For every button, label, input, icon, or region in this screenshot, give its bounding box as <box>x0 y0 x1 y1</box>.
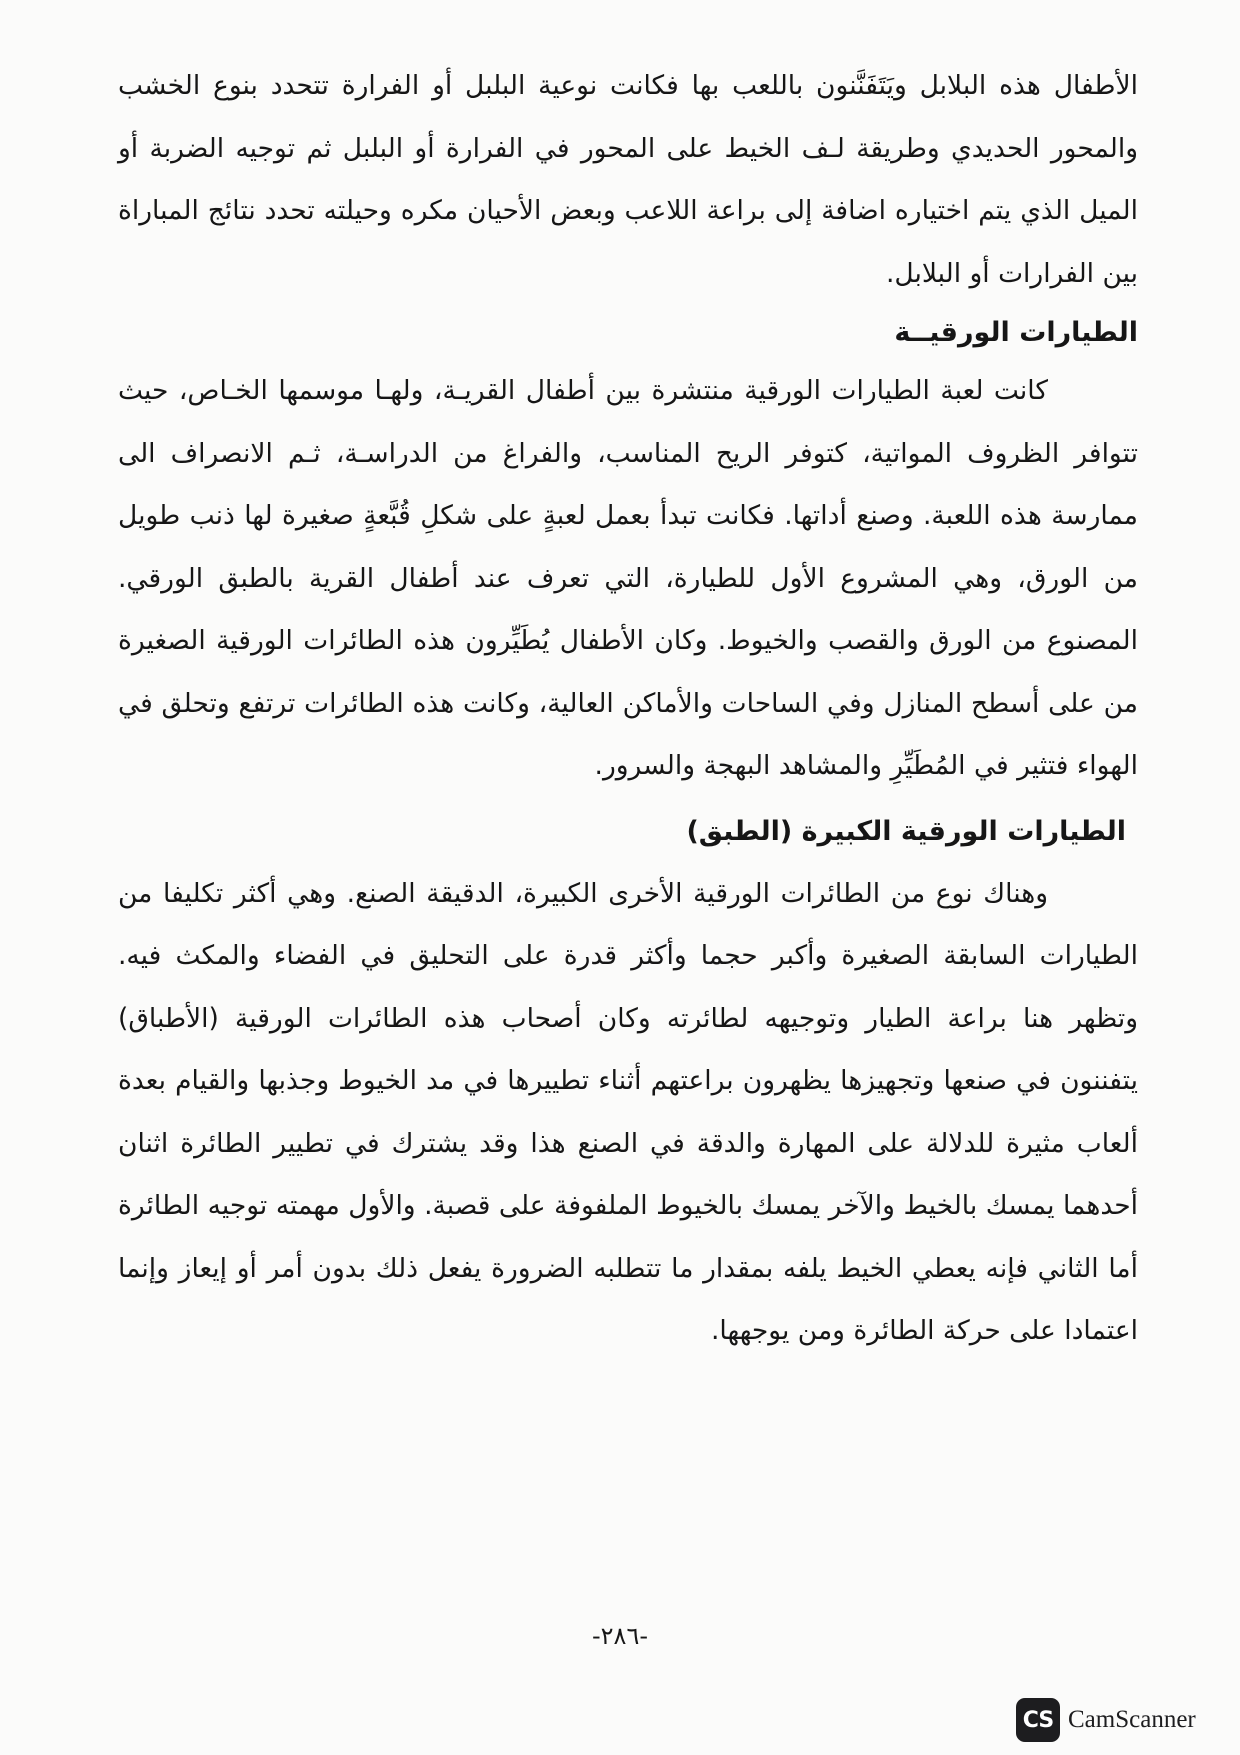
section-paragraph-large-kites: وهناك نوع من الطائرات الورقية الأخرى الكبيرة، الدقيقة الصنع. وهي أكثر تكليفا من الطيارات السابقة الصغيرة وأكبر حجما وأكثر قدرة على التحليق في الفضاء والمكث فيه. وتظهر هنا براعة الطيار وتوجيهه لطائرته وكان أصحاب هذه الطائرات الورقية (الأطباق) يتفننون في صنعها وتجهيزها يظهرون براعتهم أثناء تطييرها في مد الخيوط وجذبها والقيام بعدة ألعاب مثيرة للدلالة على المهارة والدقة في الصنع هذا وقد يشترك في تطيير الطائرة اثنان أحدهما يمسك بالخيط والآخر يمسك بالخيوط الملفوفة على قصبة. والأول مهمته توجيه الطائرة أما الثاني فإنه يعطي الخيط يلفه بمقدار ما تتطلبه الضرورة يفعل ذلك بدون أمر أو إيعاز وإنما اعتمادا على حركة الطائرة ومن يوجهها. <box>118 877 1138 1346</box>
intro-paragraph: الأطفال هذه البلابل ويَتَفَنَّنون باللعب بها فكانت نوعية البلبل أو الفرارة تتحدد بنوع الخشب والمحور الحديدي وطريقة لـف الخيط على المحور في الفرارة أو البلبل ثم توجيه الضربة أو الميل الذي يتم اختياره اضافة إلى براعة اللاعب وبعض الأحيان مكره وحيلته تحدد نتائج المباراة بين الفرارات أو البلابل. <box>118 70 1138 289</box>
page-number <box>0 1622 1240 1650</box>
page-number-text: -٢٨٦- <box>591 1622 648 1650</box>
camscanner-label: CamScanner <box>1068 1706 1196 1733</box>
page-body <box>118 55 1138 1363</box>
section-heading-paper-kites: الطيارات الورقيــة <box>894 317 1138 348</box>
section-paragraph-paper-kites: كانت لعبة الطيارات الورقية منتشرة بين أطفال القريـة، ولهـا موسمها الخـاص، حيث تتوافر الظروف المواتية، كتوفر الريح المناسب، والفراغ من الدراسـة، ثـم الانصراف الى ممارسة هذه اللعبة. وصنع أداتها. فكانت تبدأ بعمل لعبةٍ على شكلِ قُبَّعةٍ صغيرة لها ذنب طويل من الورق، وهي المشروع الأول للطيارة، التي تعرف عند أطفال القرية بالطبق الورقي. المصنوع من الورق والقصب والخيوط. وكان الأطفال يُطَيِّرون هذه الطائرات الورقية الصغيرة من على أسطح المنازل وفي الساحات والأماكن العالية، وكانت هذه الطائرات ترتفع وتحلق في الهواء فتثير في المُطَيِّرِ والمشاهد البهجة والسرور. <box>118 375 1138 781</box>
camscanner-logo-icon: CS <box>1016 1698 1060 1742</box>
section-heading-large-kites: الطيارات الورقية الكبيرة (الطبق) <box>686 815 1126 847</box>
camscanner-watermark <box>1016 1698 1196 1742</box>
